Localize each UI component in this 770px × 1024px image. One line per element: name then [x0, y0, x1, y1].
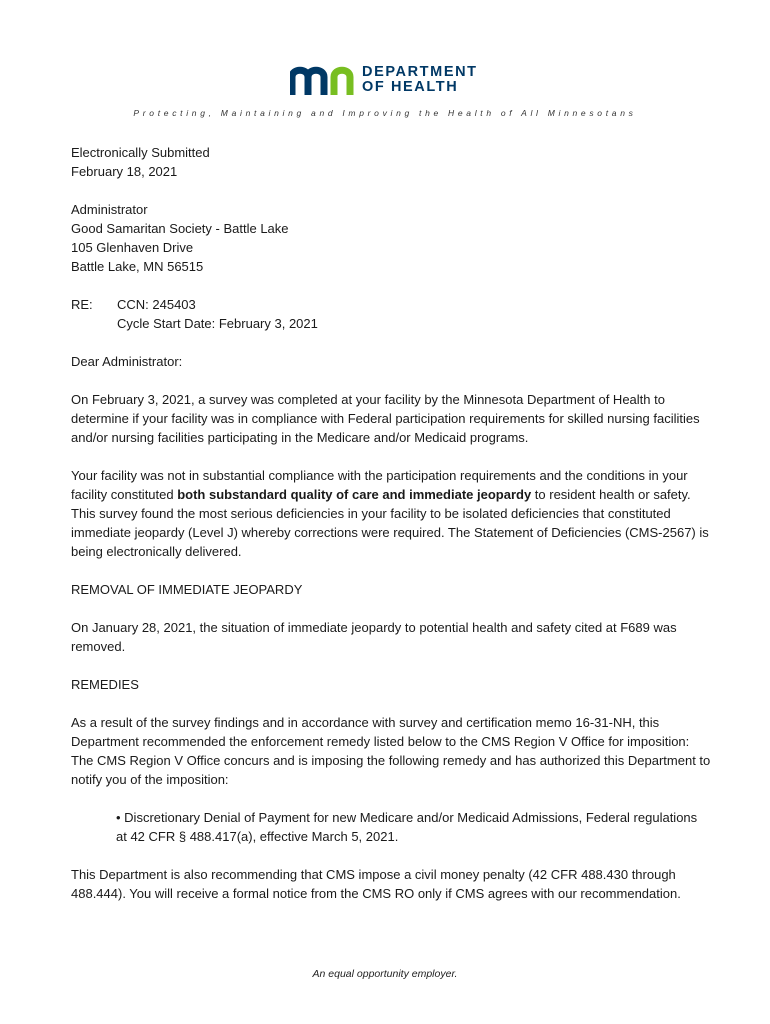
compliance-text-end: to resident health or safety. This survey found the most serious deficiencies in your facility to be isolated deficiencies that constituted immediate jeopardy (Level J) whereby corrections were required. The Statement of Deficiencies (CMS-2567) is being electronically delivered.	[71, 487, 709, 559]
recipient-org: Good Samaritan Society - Battle Lake	[71, 221, 289, 236]
remedy-bullet: • Discretionary Denial of Payment for new Medicare and/or Medicaid Admissions, Federal regulations at 42 CFR § 488.417(a), effective March 5, 2021.	[116, 810, 698, 844]
re-label: RE:	[71, 297, 93, 312]
mdh-logo	[290, 62, 478, 98]
heading-remedies: REMEDIES	[71, 677, 139, 692]
compliance-text-start: Your facility was not in substantial compliance with the participation requirements and the conditions in your facility constituted	[71, 468, 688, 502]
department-line-1: DEPARTMENT	[362, 64, 478, 80]
heading-removal: REMOVAL OF IMMEDIATE JEOPARDY	[71, 582, 303, 597]
re-block	[71, 295, 711, 333]
recipient-title: Administrator	[71, 202, 148, 217]
letter-date: February 18, 2021	[71, 164, 178, 179]
submission-line: Electronically Submitted	[71, 145, 210, 160]
re-ccn: CCN: 245403	[117, 297, 196, 312]
mn-logo-icon	[290, 63, 354, 97]
salutation: Dear Administrator:	[71, 354, 183, 369]
paragraph-survey: On February 3, 2021, a survey was completed at your facility by the Minnesota Department of Health to determine if your facility was in compliance with Federal participation requirements for skilled nursing facilities and/or nursing facilities participating in the Medicare and/or Medicaid programs.	[71, 392, 700, 445]
paragraph-cmp: This Department is also recommending that CMS impose a civil money penalty (42 CFR 488.430 through 488.444). You will receive a formal notice from the CMS RO only if CMS agrees with our recommendation.	[71, 867, 681, 901]
re-details	[117, 295, 318, 333]
paragraph-compliance	[71, 466, 711, 561]
recipient-street: 105 Glenhaven Drive	[71, 240, 194, 255]
department-line-2: OF HEALTH	[362, 79, 459, 95]
tagline: Protecting, Maintaining and Improving the Health of All Minnesotans	[133, 108, 637, 118]
department-name	[362, 65, 478, 95]
paragraph-remedies: As a result of the survey findings and in accordance with survey and certification memo 16-31-NH, this Department recommended the enforcement remedy listed below to the CMS Region V Office for imposition: The CMS Region V Office concurs and is imposing the following remedy and has authorized this Department to notify you of the imposition:	[71, 715, 711, 787]
footer-text: An equal opportunity employer.	[312, 968, 458, 980]
paragraph-removal: On January 28, 2021, the situation of immediate jeopardy to potential health and safety cited at F689 was removed.	[71, 620, 677, 654]
re-cycle-date: Cycle Start Date: February 3, 2021	[117, 316, 318, 331]
letter-body	[71, 143, 711, 903]
recipient-city: Battle Lake, MN 56515	[71, 259, 204, 274]
compliance-emphasis: both substandard quality of care and immediate jeopardy	[177, 487, 532, 502]
